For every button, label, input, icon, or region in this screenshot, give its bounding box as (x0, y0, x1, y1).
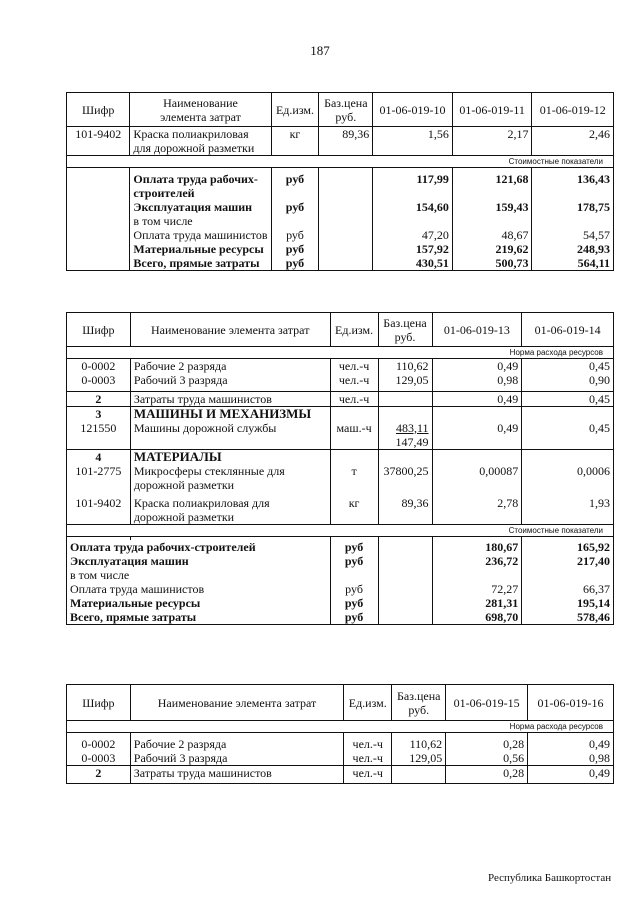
row-code: 0-0003 (67, 751, 131, 766)
section-title: МАШИНЫ И МЕХАНИЗМЫ (130, 406, 330, 421)
summary-row (67, 214, 614, 228)
table-row (67, 765, 614, 783)
summary-v2: 66,37 (522, 582, 614, 596)
row-unit: кг (271, 127, 319, 156)
row-name: Рабочий 3 разряда (130, 751, 344, 766)
header-col1: 01-06-019-15 (446, 685, 528, 721)
summary-v1: 236,72 (432, 554, 522, 568)
row-v1: 0,49 (432, 359, 522, 374)
row-name: Машины дорожной службы (130, 421, 330, 450)
row-name (130, 496, 330, 525)
summary-v1: 72,27 (432, 582, 522, 596)
table-row (67, 359, 614, 374)
summary-unit: руб (330, 610, 378, 625)
caption-norm: Норма расхода ресурсов (67, 721, 614, 733)
row-name-line2: для дорожной разметки (133, 141, 255, 155)
header-col3: 01-06-019-12 (532, 93, 614, 127)
row-v2: 2,17 (452, 127, 532, 156)
row-unit: маш.-ч (330, 421, 378, 450)
summary-unit: руб (330, 540, 378, 554)
table-row (67, 391, 614, 406)
summary-v2: 578,46 (522, 610, 614, 625)
row-unit: т (330, 464, 378, 492)
table-row (67, 127, 614, 156)
row-code: 121550 (67, 421, 131, 450)
row-code: 0-0003 (67, 373, 131, 387)
header-price (392, 685, 446, 721)
summary-v3: 248,93 (532, 242, 614, 256)
summary-name (130, 172, 271, 200)
row-v2: 0,0006 (522, 464, 614, 492)
row-name-line1: Краска полиакриловая (133, 127, 249, 141)
header-price-line2: руб. (408, 702, 430, 717)
section-row (67, 449, 614, 464)
row-price: 129,05 (392, 751, 446, 766)
table-row (67, 464, 614, 492)
header-price (319, 93, 373, 127)
header-col1: 01-06-019-13 (432, 313, 522, 347)
summary-unit: руб (271, 200, 319, 214)
table-row (67, 496, 614, 525)
header-price-line1: Баз.цена (324, 95, 368, 110)
row-unit: чел.-ч (330, 373, 378, 387)
summary-v1: 47,20 (373, 228, 453, 242)
caption-norm: Норма расхода ресурсов (67, 347, 614, 359)
table-row (67, 373, 614, 387)
summary-v3: 564,11 (532, 256, 614, 271)
row-price (378, 421, 432, 450)
header-name (130, 93, 271, 127)
summary-name: Материальные ресурсы (130, 242, 271, 256)
summary-name: Всего, прямые затраты (130, 256, 271, 271)
caption-row (67, 156, 614, 168)
row-name-line2: дорожной разметки (133, 509, 235, 524)
table-row (67, 737, 614, 751)
summary-name: Всего, прямые затраты (67, 610, 331, 625)
header-name-line2: элемента затрат (160, 109, 241, 124)
row-v2: 0,45 (522, 359, 614, 374)
summary-v2: 219,62 (452, 242, 532, 256)
row-code: 101-9402 (67, 496, 131, 525)
row-unit: чел.-ч (344, 765, 392, 783)
summary-v3: 136,43 (532, 172, 614, 200)
row-v2: 0,45 (522, 421, 614, 450)
row-v1: 1,56 (373, 127, 453, 156)
header-code: Шифр (67, 93, 130, 127)
summary-row (67, 200, 614, 214)
summary-row (67, 228, 614, 242)
table-row (67, 421, 614, 450)
summary-v2: 195,14 (522, 596, 614, 610)
row-v1: 0,49 (432, 391, 522, 406)
caption-cost: Стоимостные показатели (67, 524, 614, 536)
summary-v2: 159,43 (452, 200, 532, 214)
row-price-line1: 483,11 (395, 420, 429, 435)
summary-name-line2: строителей (133, 185, 195, 200)
row-unit: чел.-ч (330, 391, 378, 406)
header-code: Шифр (67, 685, 131, 721)
summary-v1: 157,92 (373, 242, 453, 256)
row-code: 0-0002 (67, 359, 131, 374)
summary-row (67, 256, 614, 271)
table-row (67, 751, 614, 766)
row-v2: 1,93 (522, 496, 614, 525)
row-unit: чел.-ч (330, 359, 378, 374)
summary-unit: руб (330, 582, 378, 596)
row-name: Рабочие 2 разряда (130, 737, 344, 751)
header-col2: 01-06-019-11 (452, 93, 532, 127)
summary-unit: руб (271, 228, 319, 242)
page-number: 187 (310, 43, 330, 58)
summary-row (67, 540, 614, 554)
summary-name: Эксплуатация машин (67, 554, 331, 568)
summary-name: Оплата труда рабочих-строителей (67, 540, 331, 554)
summary-name: Оплата труда машинистов (130, 228, 271, 242)
caption-row (67, 721, 614, 733)
summary-v1: 430,51 (373, 256, 453, 271)
row-price: 37800,25 (378, 464, 432, 492)
section-code: 4 (67, 449, 131, 464)
row-name (130, 464, 330, 492)
row-v1: 2,78 (432, 496, 522, 525)
summary-v3: 54,57 (532, 228, 614, 242)
summary-row (67, 582, 614, 596)
header-unit: Ед.изм. (271, 93, 319, 127)
table-header-row (67, 93, 614, 127)
section-row (67, 406, 614, 421)
table-header-row (67, 685, 614, 721)
summary-row (67, 172, 614, 200)
summary-row (67, 554, 614, 568)
row-name: Затраты труда машинистов (130, 765, 344, 783)
row-v2: 0,98 (528, 751, 614, 766)
row-code: 101-9402 (67, 127, 130, 156)
header-name: Наименование элемента затрат (130, 313, 330, 347)
header-col1: 01-06-019-10 (373, 93, 453, 127)
row-unit: чел.-ч (344, 751, 392, 766)
row-name-line1: Микросферы стеклянные для (133, 463, 285, 478)
summary-name: Материальные ресурсы (67, 596, 331, 610)
row-price: 89,36 (319, 127, 373, 156)
caption-row (67, 524, 614, 536)
summary-v3: 178,75 (532, 200, 614, 214)
summary-row (67, 242, 614, 256)
header-name-line1: Наименование (163, 95, 238, 110)
header-unit: Ед.изм. (330, 313, 378, 347)
row-v2: 0,49 (528, 765, 614, 783)
summary-v1: 154,60 (373, 200, 453, 214)
header-price-line1: Баз.цена (396, 688, 441, 703)
summary-row (67, 596, 614, 610)
header-code: Шифр (67, 313, 131, 347)
caption-row (67, 347, 614, 359)
summary-unit: руб (271, 242, 319, 256)
summary-row (67, 610, 614, 625)
row-v1: 0,49 (432, 421, 522, 450)
summary-v1: 281,31 (432, 596, 522, 610)
summary-v2: 121,68 (452, 172, 532, 200)
summary-v1: 180,67 (432, 540, 522, 554)
row-v1: 0,00087 (432, 464, 522, 492)
row-name: Рабочий 3 разряда (130, 373, 330, 387)
row-unit: чел.-ч (344, 737, 392, 751)
caption-cost: Стоимостные показатели (67, 156, 614, 168)
header-price-line2: руб. (394, 329, 416, 344)
page-footer: Республика Башкортостан (488, 872, 612, 884)
summary-row (67, 568, 614, 582)
row-v3: 2,46 (532, 127, 614, 156)
summary-name-line1: Оплата труда рабочих- (133, 171, 258, 186)
header-unit: Ед.изм. (344, 685, 392, 721)
section-title: МАТЕРИАЛЫ (130, 449, 330, 464)
section-code: 3 (67, 406, 131, 421)
row-code: 2 (67, 765, 131, 783)
row-name-line2: дорожной разметки (133, 477, 235, 492)
row-name-line1: Краска полиакриловая для (133, 495, 270, 510)
row-v2: 0,49 (528, 737, 614, 751)
header-col2: 01-06-019-16 (528, 685, 614, 721)
row-v1: 0,28 (446, 765, 528, 783)
row-price: 89,36 (378, 496, 432, 525)
header-price (378, 313, 432, 347)
summary-v2: 500,73 (452, 256, 532, 271)
summary-name: Оплата труда машинистов (67, 582, 331, 596)
summary-unit: руб (271, 172, 319, 200)
row-price: 129,05 (378, 373, 432, 387)
summary-unit: руб (330, 596, 378, 610)
row-v2: 0,45 (522, 391, 614, 406)
summary-v1: 117,99 (373, 172, 453, 200)
row-price: 110,62 (378, 359, 432, 374)
row-price (392, 765, 446, 783)
row-price-line2: 147,49 (395, 434, 429, 449)
summary-name: в том числе (67, 568, 331, 582)
summary-v2: 48,67 (452, 228, 532, 242)
cost-table-3 (66, 684, 614, 784)
row-v1: 0,28 (446, 737, 528, 751)
header-price-line1: Баз.цена (383, 315, 427, 330)
summary-v2: 217,40 (522, 554, 614, 568)
header-price-line2: руб. (335, 109, 357, 124)
summary-v2: 165,92 (522, 540, 614, 554)
summary-v1: 698,70 (432, 610, 522, 625)
row-price (378, 391, 432, 406)
summary-name: Эксплуатация машин (130, 200, 271, 214)
row-code: 2 (67, 391, 131, 406)
row-code: 0-0002 (67, 737, 131, 751)
row-name: Рабочие 2 разряда (130, 359, 330, 374)
row-code: 101-2775 (67, 464, 131, 492)
cost-table-2 (66, 312, 614, 625)
summary-name: в том числе (130, 214, 271, 228)
table-header-row (67, 313, 614, 347)
summary-unit: руб (271, 256, 319, 271)
row-unit: кг (330, 496, 378, 525)
row-name: Затраты труда машинистов (130, 391, 330, 406)
header-name: Наименование элемента затрат (130, 685, 344, 721)
header-col2: 01-06-019-14 (522, 313, 614, 347)
row-v1: 0,56 (446, 751, 528, 766)
row-price: 110,62 (392, 737, 446, 751)
row-v1: 0,98 (432, 373, 522, 387)
summary-unit: руб (330, 554, 378, 568)
row-name (130, 127, 271, 156)
row-v2: 0,90 (522, 373, 614, 387)
cost-table-1 (66, 92, 614, 271)
